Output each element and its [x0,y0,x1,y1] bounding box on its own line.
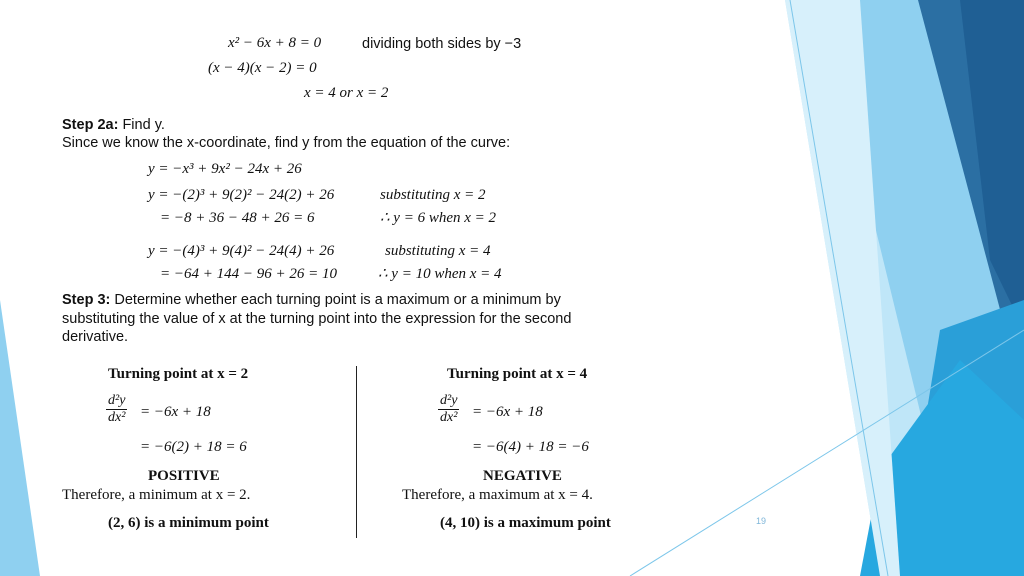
left-frac-den: dx² [108,410,126,425]
left-second-derivative [106,393,127,426]
right-title: Turning point at x = 4 [447,366,588,382]
right-frac-den: dx² [440,410,458,425]
left-eval: = −6(2) + 18 = 6 [140,439,247,455]
right-conclusion: Therefore, a maximum at x = 4. [402,487,593,503]
sub2-note: substituting x = 2 [380,187,486,203]
step3-line3: derivative. [62,329,129,345]
step2a-heading: Step 2a: [62,117,119,133]
solve-eq3: x = 4 or x = 2 [304,85,389,101]
solve-eq2: (x − 4)(x − 2) = 0 [208,60,317,76]
sub2-line2: = −8 + 36 − 48 + 26 = 6 [160,210,315,226]
right-point: (4, 10) is a maximum point [440,515,611,531]
step3-line2: substituting the value of x at the turning point into the expression for the second [62,311,572,327]
page-number: 19 [756,516,767,526]
step3-line1 [62,291,561,309]
right-expr: = −6x + 18 [472,404,543,420]
step2a-heading-line [62,116,165,134]
right-second-derivative [438,393,459,426]
right-frac-num: d²y [440,393,458,408]
step2a-intro: Since we know the x-coordinate, find y from the equation of the curve: [62,135,511,151]
sub2-line1: y = −(2)³ + 9(2)² − 24(2) + 26 [148,187,335,203]
sub4-line2: = −64 + 144 − 96 + 26 = 10 [160,266,337,282]
left-expr: = −6x + 18 [140,404,211,420]
solve-eq1: x² − 6x + 8 = 0 [228,35,322,51]
step3-text-1: Determine whether each turning point is a maximum or a minimum by [114,292,561,308]
right-sign: NEGATIVE [483,468,562,484]
solve-eq1-note: dividing both sides by −3 [362,36,522,52]
left-frac-num: d²y [108,393,126,408]
step2a-heading-rest: Find y. [122,117,165,133]
sub4-line1: y = −(4)³ + 9(4)² − 24(4) + 26 [148,243,335,259]
left-sign: POSITIVE [148,468,220,484]
left-accent-shape [0,300,40,576]
curve-equation: y = −x³ + 9x² − 24x + 26 [148,161,302,177]
sub2-result: ∴ y = 6 when x = 2 [380,210,497,226]
right-eval: = −6(4) + 18 = −6 [472,439,589,455]
sub4-note: substituting x = 4 [385,243,491,259]
column-divider [356,366,357,538]
step3-heading: Step 3: [62,292,111,308]
left-title: Turning point at x = 2 [108,366,249,382]
left-conclusion: Therefore, a minimum at x = 2. [62,487,251,503]
sub4-result: ∴ y = 10 when x = 4 [378,266,502,282]
left-point: (2, 6) is a minimum point [108,515,269,531]
